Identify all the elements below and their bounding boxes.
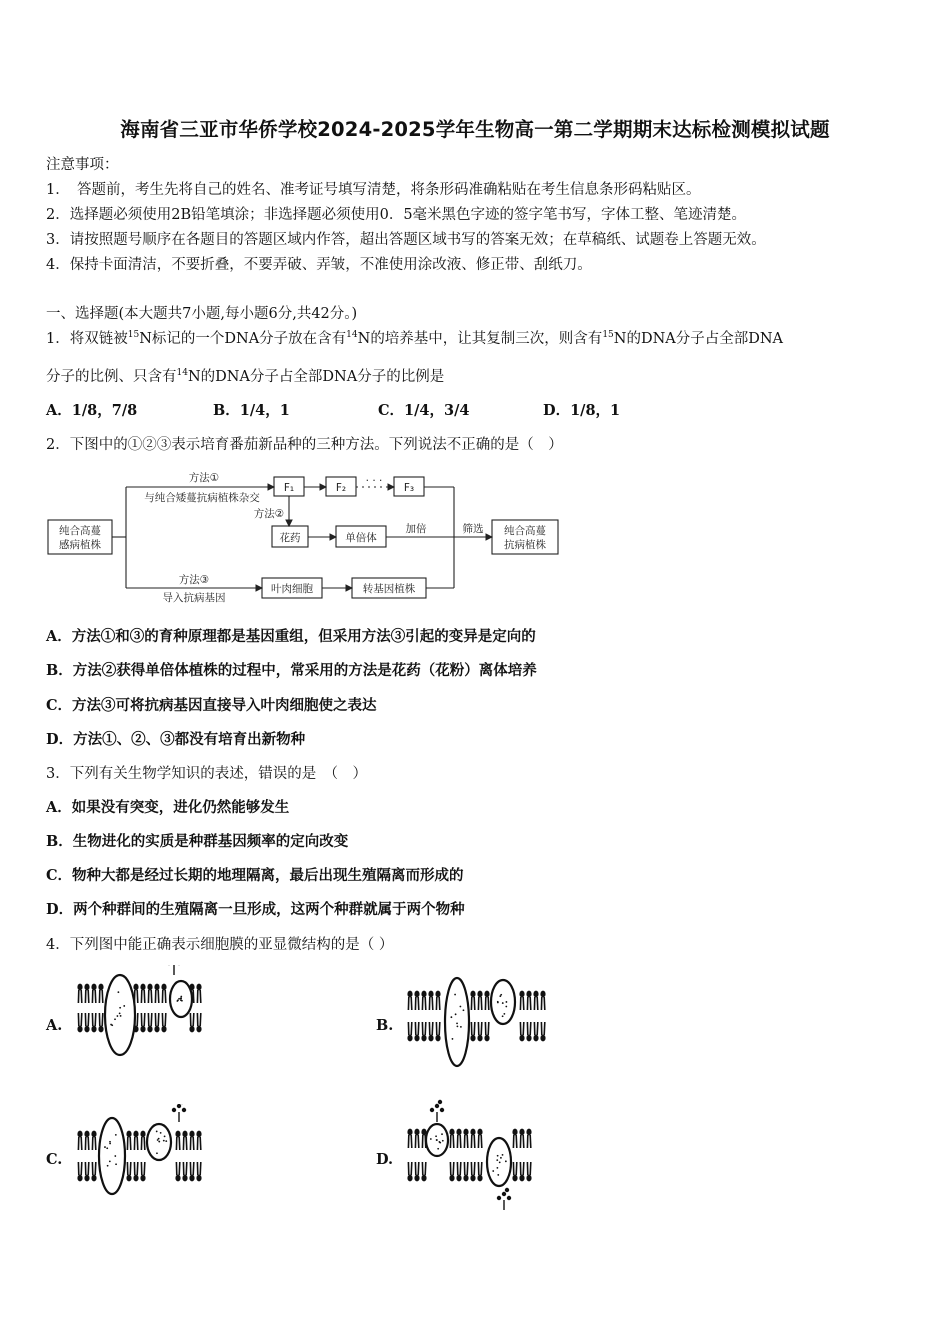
q3-option-a: A．如果没有突变，进化仍然能够发生: [46, 799, 290, 816]
end-label: 抗病植株: [504, 539, 546, 551]
start-label: 纯合高蔓: [59, 525, 101, 537]
f3-label: F₃: [403, 482, 415, 494]
q1-option-b: B．1/4，1: [213, 402, 290, 419]
q3-option-b: B．生物进化的实质是种群基因频率的定向改变: [46, 833, 349, 850]
notice-heading: 注意事项：: [46, 157, 119, 173]
q2-option-c: C．方法③可将抗病基因直接导入叶肉细胞使之表达: [46, 697, 377, 714]
q4-label-d: D.: [376, 1151, 394, 1168]
q3-option-c: C．物种大都是经过长期的地理隔离，最后出现生殖隔离而形成的: [46, 867, 464, 884]
section-heading: 一、选择题(本大题共7小题,每小题6分,共42分。): [46, 306, 358, 322]
q4-label-c: C.: [46, 1151, 63, 1168]
method1-label: 方法①: [188, 472, 220, 484]
q1-option-d: D．1/8，1: [543, 402, 621, 419]
page-title: 海南省三亚市华侨学校2024-2025学年生物高一第二学期期末达标检测模拟试题: [120, 118, 830, 141]
membrane-image-d: [404, 1098, 536, 1216]
q3-option-d: D．两个种群间的生殖隔离一旦形成，这两个种群就属于两个物种: [46, 901, 465, 918]
membrane-image-b: [404, 970, 550, 1072]
start-label: 感病植株: [59, 539, 101, 551]
dots-label: · · ·: [365, 475, 383, 487]
q2-option-a: A．方法①和③的育种原理都是基因重组，但采用方法③引起的变异是定向的: [46, 628, 536, 645]
notice-item: 4．保持卡面清洁，不要折叠，不要弄破、弄皱，不准使用涂改液、修正带、刮纸刀。: [46, 257, 592, 273]
q4-stem: 4．下列图中能正确表示细胞膜的亚显微结构的是（ ）: [46, 937, 394, 953]
q4-label-a: A.: [46, 1017, 63, 1034]
notice-item: 1． 答题前，考生先将自己的姓名、准考证号填写清楚，将条形码准确粘贴在考生信息条形码粘贴区。: [46, 182, 701, 198]
q3-stem: 3．下列有关生物学知识的表述，错误的是 （ ）: [46, 766, 367, 782]
membrane-image-a: [74, 965, 210, 1065]
end-label: 纯合高蔓: [504, 525, 546, 537]
method3-label: 方法③: [178, 574, 210, 586]
q1-option-a: A．1/8，7/8: [46, 402, 138, 419]
notice-item: 3．请按照题号顺序在各题目的答题区域内作答，超出答题区域书写的答案无效；在草稿纸、试题卷上答题无效。: [46, 232, 766, 248]
double-label: 加倍: [405, 523, 427, 535]
leaf-label: 叶肉细胞: [271, 583, 313, 595]
f2-label: F₂: [335, 482, 347, 494]
haploid-label: 单倍体: [345, 532, 377, 544]
anther-label: 花药: [279, 532, 301, 544]
q2-option-d: D．方法①、②、③都没有培育出新物种: [46, 731, 306, 748]
membrane-image-c: [74, 1104, 208, 1208]
notice-item: 2．选择题必须使用2B铅笔填涂；非选择题必须使用0．5毫米黑色字迹的签字笔书写，字体工整、笔迹清楚。: [46, 207, 747, 223]
q1-option-c: C．1/4，3/4: [378, 402, 470, 419]
method1-desc: 与纯合矮蔓抗病植株杂交: [144, 492, 260, 504]
select-label: 筛选: [462, 523, 484, 535]
q1-stem-line2: 分子的比例、只含有$^{14}$N的DNA分子占全部DNA分子的比例是: [46, 368, 445, 385]
transgenic-label: 转基因植株: [362, 583, 416, 595]
f1-label: F₁: [283, 482, 295, 494]
method2-label: 方法②: [253, 508, 285, 520]
q2-option-b: B．方法②获得单倍体植株的过程中，常采用的方法是花药（花粉）离体培养: [46, 662, 537, 679]
method3-desc: 导入抗病基因: [162, 592, 226, 604]
breeding-diagram: [44, 462, 564, 604]
q1-stem-line1: 1．将双链被$^{15}$N标记的一个DNA分子放在含有$^{14}$N的培养基中，让其复制三次，则含有$^{15}$N的DNA分子占全部DNA: [46, 330, 784, 347]
q4-label-b: B.: [376, 1017, 394, 1034]
q2-stem: 2．下图中的①②③表示培育番茄新品种的三种方法。下列说法不正确的是（ ）: [46, 437, 563, 453]
